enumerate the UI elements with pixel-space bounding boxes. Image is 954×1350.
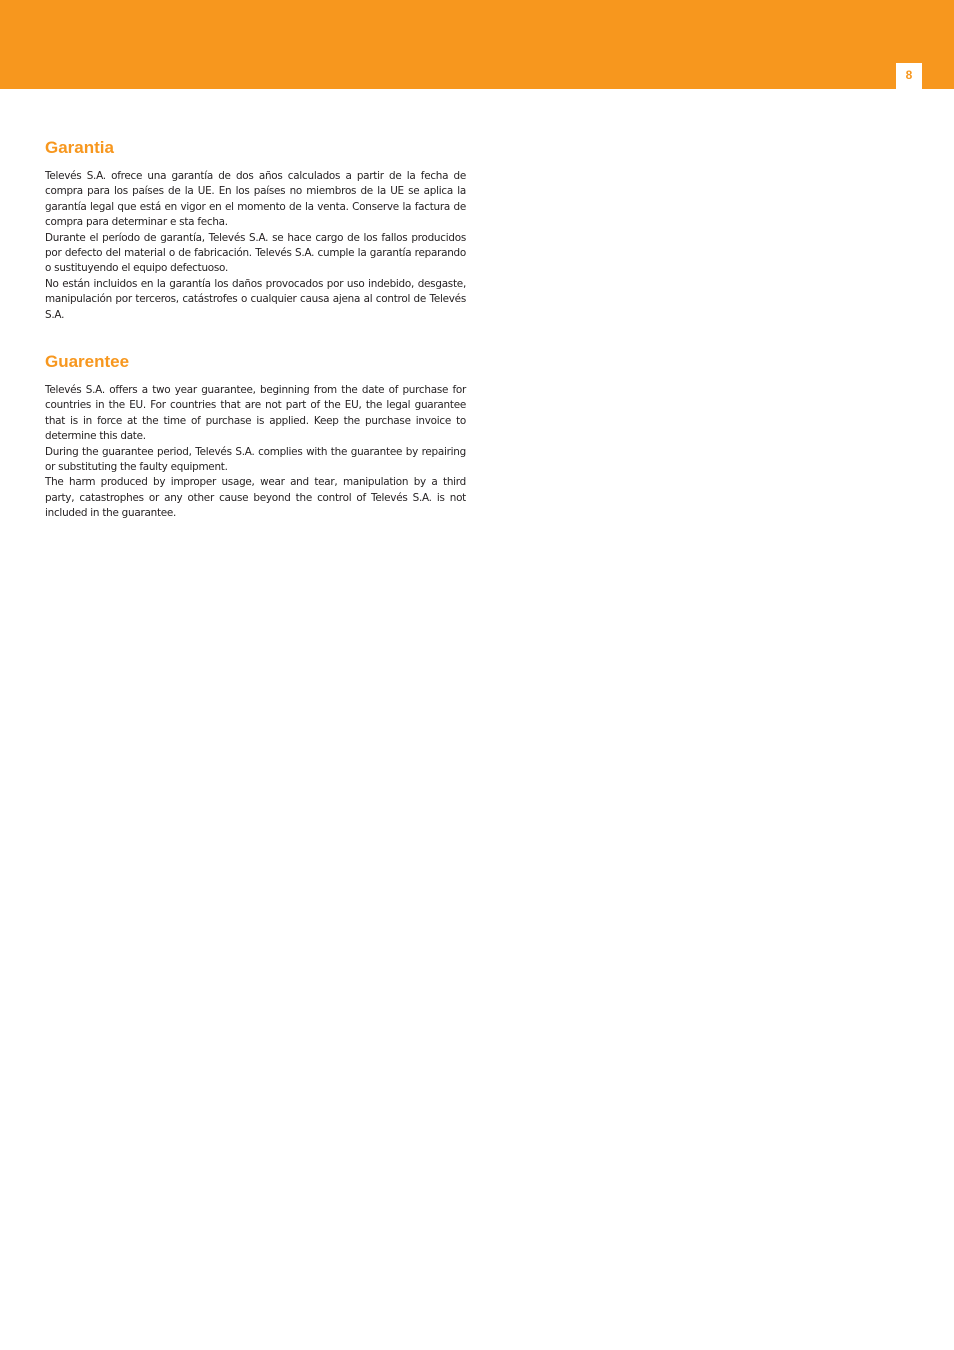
guarentee-paragraph-1: Televés S.A. offers a two year guarantee, beginning from the date of purchase for countries in the EU. For countries that are not part of the EU, the legal guarantee that is in force at the time of purchase is applied. Keep the purchase invoice to determine this date. [45, 384, 466, 443]
section-title-guarentee: Guarentee [45, 352, 130, 371]
garantia-paragraph-1: Televés S.A. ofrece una garantía de dos años calculados a partir de la fecha de compra para los países de la UE. En los países no miembros de la UE se aplica la garantía legal que está en vigor en el momento de la venta. Conserve la factura de compra para determinar e sta fecha. [45, 170, 466, 229]
section-title-garantia: Garantia [45, 138, 114, 157]
garantia-paragraph-2: Durante el período de garantía, Televés S.A. se hace cargo de los fallos producidos por defecto del material o de fabricación. Televés S.A. cumple la garantía reparando o sustituyendo el equipo defectuoso. [45, 231, 466, 275]
section-guarentee [45, 351, 466, 522]
garantia-paragraph-3: No están incluidos en la garantía los daños provocados por uso indebido, desgaste, manipulación por terceros, catástrofes o cualquier causa ajena al control de Televés S.A. [45, 277, 466, 321]
header-bar [0, 0, 954, 89]
guarentee-paragraph-2: During the guarantee period, Televés S.A. complies with the guarantee by repairing or substituting the faulty equipment. [45, 445, 466, 474]
guarentee-paragraph-3: The harm produced by improper usage, wear and tear, manipulation by a third party, catastrophes or any other cause beyond the control of Televés S.A. is not included in the guarantee. [45, 476, 466, 520]
page-number: 8 [896, 63, 922, 89]
section-garantia [45, 137, 466, 323]
